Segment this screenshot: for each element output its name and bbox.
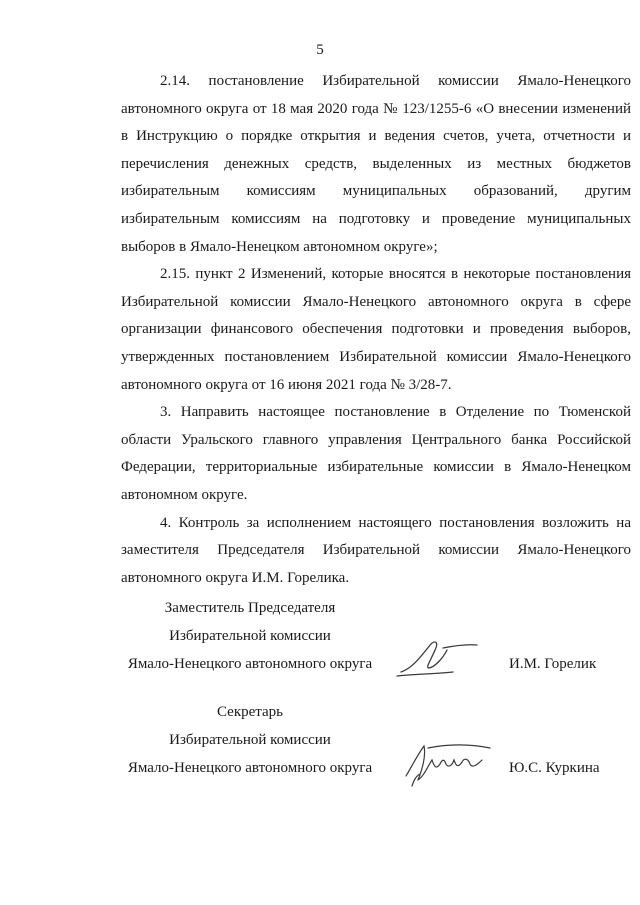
signature-block-secretary [0, 698, 640, 788]
page-number: 5 [316, 42, 324, 58]
signature-block-deputy-chairman [0, 594, 640, 684]
paragraph-2-15: 2.15. пункт 2 Изменений, которые вносятся в некоторые постановления Избирательной комиссии Ямало-Ненецкого автономного округа в сфере организации финансового обеспечения подготовки и проведения выборов, утвержденных постановлением Избирательной комиссии Ямало-Ненецкого автономного округа от 16 июня 2021 года № 3/28-7. [121, 266, 631, 393]
handwritten-signature-kurkina [398, 736, 498, 794]
signatory-position-line: Ямало-Ненецкого автономного округа [127, 656, 373, 672]
signatory-position-line: Избирательной комиссии [169, 732, 331, 748]
paragraph-4: 4. Контроль за исполнением настоящего постановления возложить на заместителя Председателя Избирательной комиссии Ямало-Ненецкого автономного округа И.М. Горелика. [121, 514, 631, 586]
signatory-position-line: Ямало-Ненецкого автономного округа [127, 760, 373, 776]
handwritten-signature-gorelik [395, 634, 485, 680]
document-body [121, 68, 631, 592]
paragraph-2-14: 2.14. постановление Избирательной комиссии Ямало-Ненецкого автономного округа от 18 мая 2020 года № 123/1255-6 «О внесении изменений в Инструкцию о порядке открытия и ведения счетов, учета, отчетности и перечисления денежных средств, выделенных из местных бюджетов избирательным комиссиям муниципальных образований, другим избирательным комиссиям на подготовку и проведение муниципальных выборов в Ямало-Ненецком автономном округе»; [121, 73, 631, 255]
signatory-position-line: Избирательной комиссии [169, 628, 331, 644]
signatory-position-line: Секретарь [216, 704, 284, 720]
signatory-name: Ю.С. Куркина [509, 760, 600, 776]
signatory-position-line: Заместитель Председателя [164, 600, 336, 616]
signatory-name: И.М. Горелик [509, 656, 597, 672]
paragraph-3: 3. Направить настоящее постановление в Отделение по Тюменской области Уральского главного управления Центрального банка Российской Федерации, территориальные избирательные комиссии в Ямало-Ненецком автономном округе. [121, 404, 631, 503]
